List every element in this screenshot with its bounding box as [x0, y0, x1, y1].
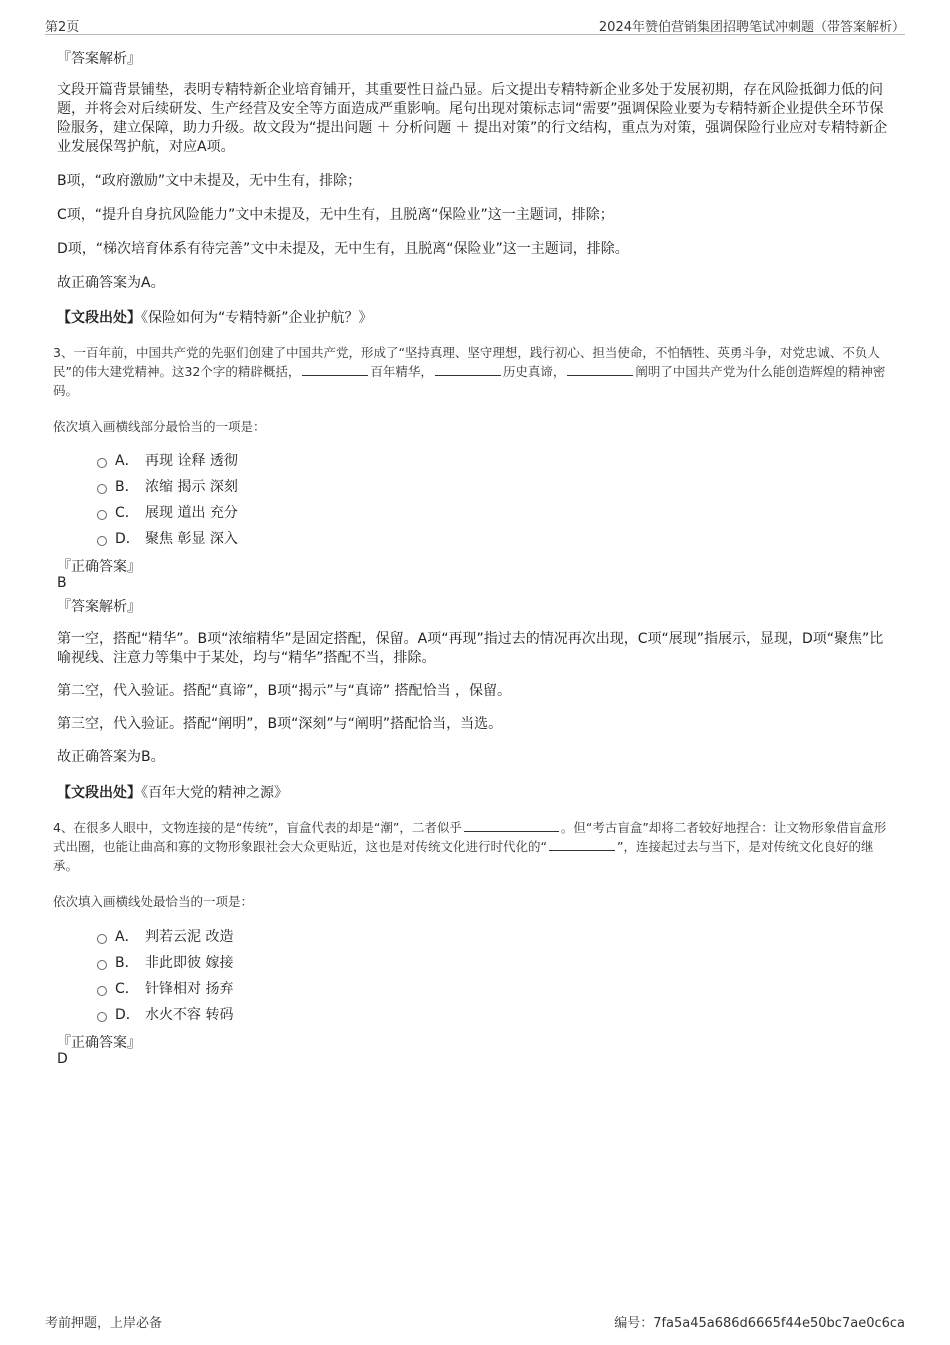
correct-answer-label: 『正确答案』 [57, 1035, 141, 1051]
source-label: 【文段出处】 [57, 785, 141, 801]
source-title: 《百年大党的精神之源》 [141, 785, 288, 801]
question-3-stem: 3、一百年前，中国共产党的先驱们创建了中国共产党，形成了“坚持真理、坚守理想，践行初心、担当使命，不怕牺牲、英勇斗争，对党忠诚、不负人民”的伟大建党精神。这32个字的精辟概括， 百年精华， 历史真谛， 阐明了中国共产党为什么能创造辉煌的精神密码。 [53, 345, 886, 398]
blank-2 [549, 838, 615, 851]
q4-option-d[interactable]: D． 水火不容 转码 [97, 1004, 233, 1024]
analysis-paragraph: 文段开篇背景铺垫，表明专精特新企业培育铺开，其重要性日益凸显。后文提出专精特新企业多处于发展初期，存在风险抵御力低的问题，并将会对后续研发、生产经营及安全等方面造成严重影响。尾句出现对策标志词“需要”强调保险业要为专精特新企业提供全环节保险服务，建立保障，助力升级。故文段为“提出问题 ＋ 分析问题 ＋ 提出对策”的行文结构，重点为对策，强调保险行业应对专精特新企业发展保驾护航，对应A项。 [57, 82, 888, 155]
q3-option-a[interactable]: A． 再现 诠释 透彻 [97, 450, 238, 470]
blank-3 [567, 363, 633, 376]
source-label: 【文段出处】 [57, 310, 141, 326]
analysis-option-b: B项，“政府激励”文中未提及，无中生有，排除； [57, 173, 362, 189]
radio-icon[interactable] [97, 986, 107, 996]
q4-option-b[interactable]: B． 非此即彼 嫁接 [97, 952, 233, 972]
blank-1 [464, 819, 559, 832]
radio-icon[interactable] [97, 960, 107, 970]
analysis-blank-3: 第三空，代入验证。搭配“阐明”，B项“深刻”与“阐明”搭配恰当，当选。 [57, 716, 503, 732]
page-footer [45, 1312, 905, 1332]
footer-serial: 编号：7fa5a45a686d6665f44e50bc7ae0c6ca [614, 1316, 905, 1331]
source-citation [57, 782, 288, 802]
q4-option-c[interactable]: C． 针锋相对 扬弃 [97, 978, 233, 998]
correct-answer: D [57, 1051, 68, 1067]
question-4-stem: 4、在很多人眼中，文物连接的是“传统”，盲盒代表的却是“潮”，二者似乎 。但“考古盲盒”却将二者较好地捏合：让文物形象借盲盒形式出圈，也能让曲高和寡的文物形象跟社会大众更贴近，这也是对传统文化进行时代化的“ ”，连接起过去与当下，是对传统文化良好的继承。 [53, 820, 887, 873]
page-number: 第2页 [45, 20, 80, 35]
analysis-blank-1: 第一空，搭配“精华”。B项“浓缩精华”是固定搭配，保留。A项“再现”指过去的情况再次出现，C项“展现”指展示，显现，D项“聚焦”比喻视线、注意力等集中于某处，均与“精华”搭配不当，排除。 [57, 631, 884, 666]
q3-option-d[interactable]: D． 聚焦 彰显 深入 [97, 528, 238, 548]
analysis-blank-2: 第二空，代入验证。搭配“真谛”，B项“揭示”与“真谛” 搭配恰当 ，保留。 [57, 683, 512, 699]
correct-answer-label: 『正确答案』 [57, 559, 141, 575]
radio-icon[interactable] [97, 536, 107, 546]
blank-2 [435, 363, 501, 376]
source-title: 《保险如何为“专精特新”企业护航？》 [141, 310, 373, 326]
q3-option-b[interactable]: B． 浓缩 揭示 深刻 [97, 476, 238, 496]
footer-slogan: 考前押题，上岸必备 [45, 1316, 163, 1331]
radio-icon[interactable] [97, 1012, 107, 1022]
analysis-conclusion: 故正确答案为A。 [57, 275, 165, 291]
analysis-label: 『答案解析』 [57, 599, 141, 615]
analysis-option-c: C项，“提升自身抗风险能力”文中未提及，无中生有，且脱离“保险业”这一主题词，排除； [57, 207, 614, 223]
question-3-prompt: 依次填入画横线部分最恰当的一项是： [53, 419, 266, 434]
page-header [45, 14, 905, 35]
document-title: 2024年赞伯营销集团招聘笔试冲刺题（带答案解析） [598, 20, 905, 35]
source-citation [57, 307, 373, 327]
analysis-option-d: D项，“梯次培育体系有待完善”文中未提及，无中生有，且脱离“保险业”这一主题词，排除。 [57, 241, 629, 257]
question-4-prompt: 依次填入画横线处最恰当的一项是： [53, 894, 254, 909]
q3-option-c[interactable]: C． 展现 道出 充分 [97, 502, 238, 522]
radio-icon[interactable] [97, 484, 107, 494]
radio-icon[interactable] [97, 934, 107, 944]
q4-option-a[interactable]: A． 判若云泥 改造 [97, 926, 233, 946]
radio-icon[interactable] [97, 458, 107, 468]
radio-icon[interactable] [97, 510, 107, 520]
analysis-label: 『答案解析』 [57, 51, 141, 67]
analysis-conclusion: 故正确答案为B。 [57, 749, 165, 765]
blank-1 [302, 363, 368, 376]
correct-answer: B [57, 575, 67, 591]
